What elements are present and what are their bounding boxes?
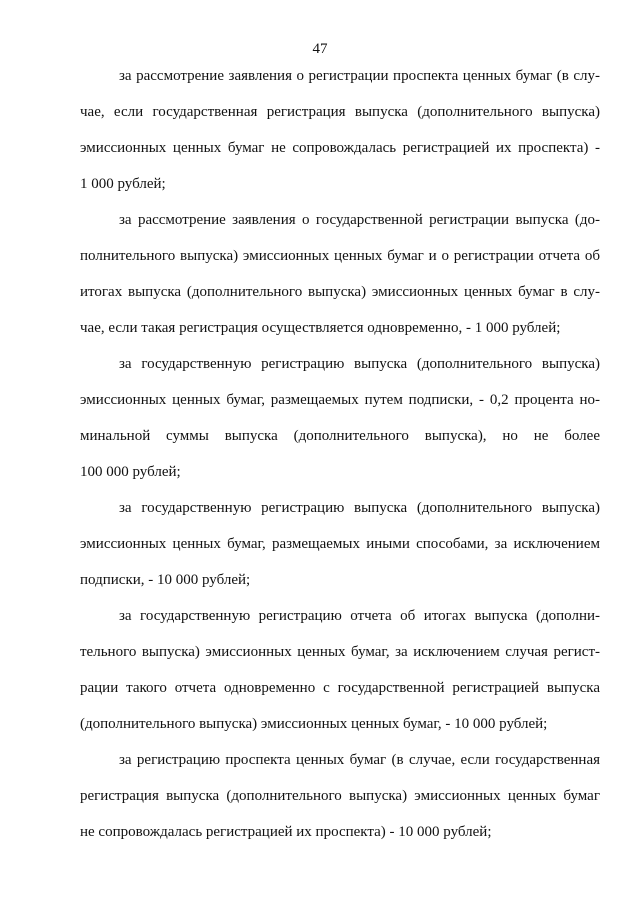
paragraph-6-line-1: за регистрацию проспекта ценных бумаг (в случае, если государственная [119, 752, 600, 768]
paragraph-2-line-2: полнительного выпуска) эмиссионных ценных бумаг и о регистрации отчета об [80, 248, 600, 264]
paragraph-3-line-2: эмиссионных ценных бумаг, размещаемых путем подписки, - 0,2 процента но- [80, 392, 600, 408]
paragraph-5-line-4: (дополнительного выпуска) эмиссионных ценных бумаг, - 10 000 рублей; [80, 716, 548, 732]
paragraph-1-line-4: 1 000 рублей; [80, 176, 166, 192]
paragraph-2-line-4: чае, если такая регистрация осуществляется одновременно, - 1 000 рублей; [80, 320, 561, 336]
paragraph-2-line-1: за рассмотрение заявления о государственной регистрации выпуска (до- [119, 212, 600, 228]
paragraph-5-line-2: тельного выпуска) эмиссионных ценных бумаг, за исключением случая регист- [80, 644, 600, 660]
paragraph-5-line-1: за государственную регистрацию отчета об итогах выпуска (дополни- [119, 608, 600, 624]
paragraph-1-line-2: чае, если государственная регистрация выпуска (дополнительного выпуска) [80, 104, 600, 120]
paragraph-3-line-3: минальной суммы выпуска (дополнительного выпуска), но не более [80, 428, 600, 444]
paragraph-4-line-1: за государственную регистрацию выпуска (дополнительного выпуска) [119, 500, 600, 516]
paragraph-6-line-3: не сопровождалась регистрацией их проспекта) - 10 000 рублей; [80, 824, 492, 840]
paragraph-1-line-1: за рассмотрение заявления о регистрации проспекта ценных бумаг (в слу- [119, 68, 600, 84]
paragraph-4-line-2: эмиссионных ценных бумаг, размещаемых иными способами, за исключением [80, 536, 600, 552]
paragraph-3-line-1: за государственную регистрацию выпуска (дополнительного выпуска) [119, 356, 600, 372]
paragraph-4-line-3: подписки, - 10 000 рублей; [80, 572, 251, 588]
paragraph-3-line-4: 100 000 рублей; [80, 464, 181, 480]
paragraph-1-line-3: эмиссионных ценных бумаг не сопровождалась регистрацией их проспекта) - [80, 140, 600, 156]
page-number: 47 [312, 41, 328, 57]
paragraph-5-line-3: рации такого отчета одновременно с государственной регистрацией выпуска [80, 680, 600, 696]
paragraph-6-line-2: регистрация выпуска (дополнительного выпуска) эмиссионных ценных бумаг [80, 788, 600, 804]
paragraph-2-line-3: итогах выпуска (дополнительного выпуска) эмиссионных ценных бумаг в слу- [80, 284, 600, 300]
